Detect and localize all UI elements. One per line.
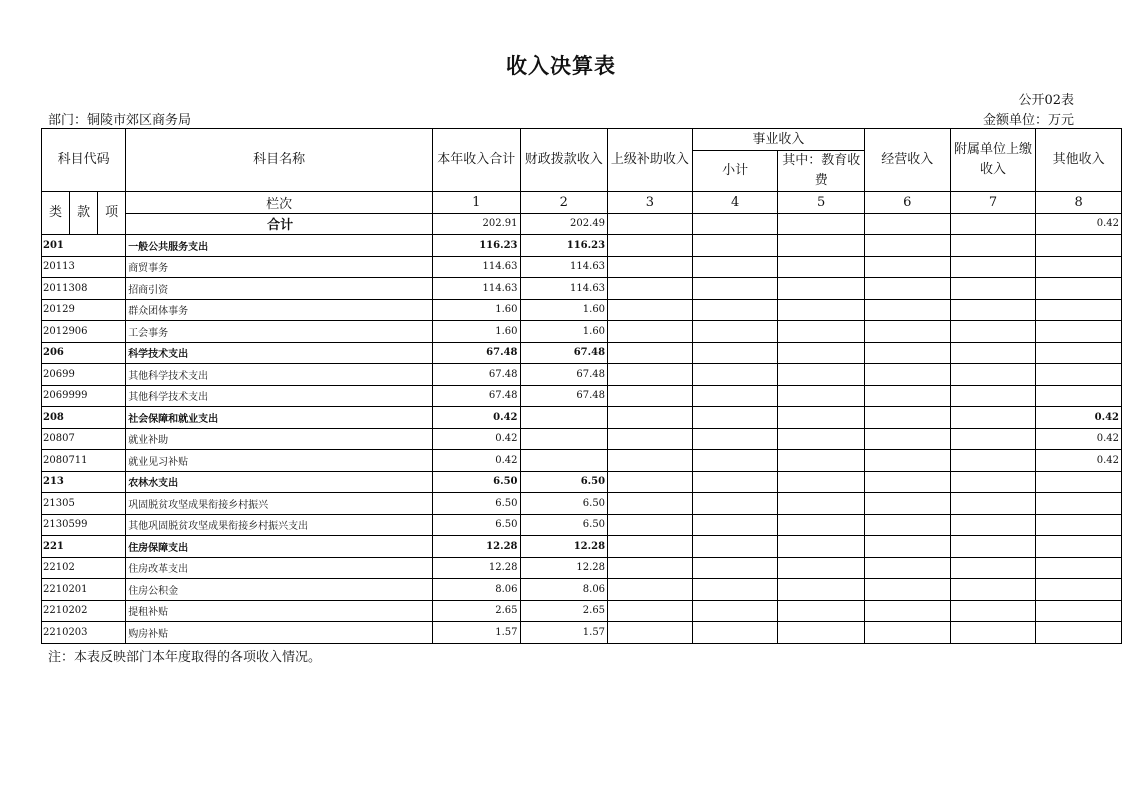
- operating-income-cell: [864, 493, 950, 515]
- subject-name-cell: 住房改革支出: [126, 557, 433, 579]
- affiliated-income-cell: [950, 600, 1036, 622]
- fiscal-appropriation-cell: 1.60: [520, 321, 608, 343]
- header-business-income: 事业收入: [692, 129, 864, 151]
- fiscal-appropriation-cell: 67.48: [520, 364, 608, 386]
- operating-income-cell: [864, 278, 950, 300]
- fiscal-appropriation-cell: 114.63: [520, 278, 608, 300]
- header-affiliated-income: 附属单位上缴收入: [950, 129, 1036, 192]
- table-row: [42, 557, 1122, 579]
- other-income-cell: [1036, 514, 1122, 536]
- education-fees-cell: [778, 471, 865, 493]
- other-income-cell: [1036, 385, 1122, 407]
- subject-code-cell: 201: [42, 235, 126, 257]
- superior-subsidy-cell: [608, 299, 693, 321]
- superior-subsidy-cell: [608, 493, 693, 515]
- other-income-cell: 0.42: [1036, 428, 1122, 450]
- table-row: [42, 321, 1122, 343]
- table-row: [42, 600, 1122, 622]
- header-xiang: 项: [98, 192, 126, 235]
- superior-subsidy-cell: [608, 407, 693, 429]
- other-income-cell: [1036, 235, 1122, 257]
- education-fees-cell: [778, 493, 865, 515]
- total-income-cell: 8.06: [432, 579, 520, 601]
- table-row: [42, 364, 1122, 386]
- subject-code-cell: 20699: [42, 364, 126, 386]
- column-index-4: 4: [692, 192, 778, 214]
- income-table: [41, 128, 1122, 644]
- education-fees-cell: [778, 600, 865, 622]
- operating-income-cell: [864, 428, 950, 450]
- total-income-cell: 6.50: [432, 471, 520, 493]
- table-row: [42, 471, 1122, 493]
- subject-name-cell: 其他巩固脱贫攻坚成果衔接乡村振兴支出: [126, 514, 433, 536]
- form-number: 公开02表: [1018, 93, 1074, 108]
- table-row: [42, 622, 1122, 644]
- table-row: [42, 579, 1122, 601]
- operating-income-cell: [864, 471, 950, 493]
- subtotal-cell: [692, 579, 778, 601]
- superior-subsidy-cell: [608, 385, 693, 407]
- total-income-cell: 6.50: [432, 514, 520, 536]
- subtotal-cell: [692, 622, 778, 644]
- total-income-cell: 0.42: [432, 428, 520, 450]
- subject-code-cell: 20113: [42, 256, 126, 278]
- operating-income-cell: [864, 622, 950, 644]
- education-fees-cell: [778, 385, 865, 407]
- affiliated-income-cell: [950, 385, 1036, 407]
- superior-subsidy-cell: [608, 557, 693, 579]
- total-education-cell: [778, 213, 865, 235]
- fiscal-appropriation-cell: 114.63: [520, 256, 608, 278]
- education-fees-cell: [778, 342, 865, 364]
- table-row: [42, 493, 1122, 515]
- affiliated-income-cell: [950, 471, 1036, 493]
- header-education-fees: 其中：教育收费: [778, 151, 865, 192]
- subject-code-cell: 2130599: [42, 514, 126, 536]
- column-index-2: 2: [520, 192, 608, 214]
- subject-name-cell: 住房保障支出: [126, 536, 433, 558]
- total-fiscal-cell: 202.49: [520, 213, 608, 235]
- fiscal-appropriation-cell: 67.48: [520, 385, 608, 407]
- fiscal-appropriation-cell: 12.28: [520, 557, 608, 579]
- other-income-cell: [1036, 321, 1122, 343]
- subject-code-cell: 2210202: [42, 600, 126, 622]
- education-fees-cell: [778, 278, 865, 300]
- subject-code-cell: 2210203: [42, 622, 126, 644]
- total-superior-cell: [608, 213, 693, 235]
- subtotal-cell: [692, 450, 778, 472]
- superior-subsidy-cell: [608, 321, 693, 343]
- operating-income-cell: [864, 385, 950, 407]
- subtotal-cell: [692, 514, 778, 536]
- other-income-cell: [1036, 364, 1122, 386]
- fiscal-appropriation-cell: [520, 450, 608, 472]
- subject-name-cell: 社会保障和就业支出: [126, 407, 433, 429]
- column-index-1: 1: [432, 192, 520, 214]
- subject-name-cell: 住房公积金: [126, 579, 433, 601]
- other-income-cell: [1036, 256, 1122, 278]
- other-income-cell: [1036, 536, 1122, 558]
- subject-name-cell: 工会事务: [126, 321, 433, 343]
- subject-name-cell: 巩固脱贫攻坚成果衔接乡村振兴: [126, 493, 433, 515]
- operating-income-cell: [864, 321, 950, 343]
- total-row: [42, 213, 1122, 235]
- total-income-cell: 6.50: [432, 493, 520, 515]
- table-row: [42, 342, 1122, 364]
- header-subject-code: 科目代码: [42, 129, 126, 192]
- column-index-8: 8: [1036, 192, 1122, 214]
- page-title: 收入决算表: [506, 54, 616, 78]
- subtotal-cell: [692, 600, 778, 622]
- superior-subsidy-cell: [608, 428, 693, 450]
- affiliated-income-cell: [950, 514, 1036, 536]
- subject-name-cell: 科学技术支出: [126, 342, 433, 364]
- subject-name-cell: 其他科学技术支出: [126, 364, 433, 386]
- subject-name-cell: 提租补贴: [126, 600, 433, 622]
- affiliated-income-cell: [950, 342, 1036, 364]
- column-index-6: 6: [864, 192, 950, 214]
- subtotal-cell: [692, 471, 778, 493]
- affiliated-income-cell: [950, 450, 1036, 472]
- subtotal-cell: [692, 493, 778, 515]
- total-income-cell: 67.48: [432, 364, 520, 386]
- subject-code-cell: 2012906: [42, 321, 126, 343]
- other-income-cell: [1036, 557, 1122, 579]
- subject-code-cell: 22102: [42, 557, 126, 579]
- fiscal-appropriation-cell: 6.50: [520, 493, 608, 515]
- subject-name-cell: 群众团体事务: [126, 299, 433, 321]
- fiscal-appropriation-cell: 6.50: [520, 471, 608, 493]
- total-income-cell: 1.60: [432, 299, 520, 321]
- table-row: [42, 450, 1122, 472]
- total-other-cell: 0.42: [1036, 213, 1122, 235]
- total-income-cell: 1.57: [432, 622, 520, 644]
- subject-name-cell: 就业补助: [126, 428, 433, 450]
- education-fees-cell: [778, 321, 865, 343]
- superior-subsidy-cell: [608, 579, 693, 601]
- other-income-cell: [1036, 579, 1122, 601]
- total-income-cell: 2.65: [432, 600, 520, 622]
- fiscal-appropriation-cell: 116.23: [520, 235, 608, 257]
- column-index-5: 5: [778, 192, 865, 214]
- other-income-cell: [1036, 622, 1122, 644]
- subtotal-cell: [692, 536, 778, 558]
- total-income-cell: 116.23: [432, 235, 520, 257]
- amount-unit-label: 金额单位：万元: [982, 113, 1074, 128]
- operating-income-cell: [864, 579, 950, 601]
- education-fees-cell: [778, 579, 865, 601]
- operating-income-cell: [864, 600, 950, 622]
- education-fees-cell: [778, 428, 865, 450]
- header-subject-name: 科目名称: [126, 129, 433, 192]
- other-income-cell: [1036, 600, 1122, 622]
- fiscal-appropriation-cell: 12.28: [520, 536, 608, 558]
- operating-income-cell: [864, 256, 950, 278]
- other-income-cell: 0.42: [1036, 450, 1122, 472]
- other-income-cell: 0.42: [1036, 407, 1122, 429]
- header-subtotal: 小计: [692, 151, 778, 192]
- table-row: [42, 299, 1122, 321]
- fiscal-appropriation-cell: [520, 428, 608, 450]
- education-fees-cell: [778, 450, 865, 472]
- total-income-cell: 1.60: [432, 321, 520, 343]
- header-superior-subsidy: 上级补助收入: [608, 129, 693, 192]
- operating-income-cell: [864, 407, 950, 429]
- subtotal-cell: [692, 235, 778, 257]
- superior-subsidy-cell: [608, 600, 693, 622]
- other-income-cell: [1036, 471, 1122, 493]
- header-fiscal-appropriation: 财政拨款收入: [520, 129, 608, 192]
- other-income-cell: [1036, 278, 1122, 300]
- subtotal-cell: [692, 278, 778, 300]
- education-fees-cell: [778, 299, 865, 321]
- total-income-cell: 0.42: [432, 450, 520, 472]
- column-index-7: 7: [950, 192, 1036, 214]
- total-income-cell: 114.63: [432, 256, 520, 278]
- fiscal-appropriation-cell: 1.60: [520, 299, 608, 321]
- total-income-cell: 12.28: [432, 557, 520, 579]
- total-label: 合计: [126, 213, 433, 235]
- superior-subsidy-cell: [608, 256, 693, 278]
- header-kuan: 款: [70, 192, 98, 235]
- superior-subsidy-cell: [608, 364, 693, 386]
- total-income-cell: 0.42: [432, 407, 520, 429]
- subject-name-cell: 购房补贴: [126, 622, 433, 644]
- affiliated-income-cell: [950, 299, 1036, 321]
- total-income-cell: 67.48: [432, 342, 520, 364]
- table-row: [42, 235, 1122, 257]
- subject-code-cell: 208: [42, 407, 126, 429]
- subject-code-cell: 206: [42, 342, 126, 364]
- operating-income-cell: [864, 342, 950, 364]
- affiliated-income-cell: [950, 256, 1036, 278]
- subject-code-cell: 21305: [42, 493, 126, 515]
- total-affiliated-cell: [950, 213, 1036, 235]
- table-row: [42, 428, 1122, 450]
- total-income-cell: 12.28: [432, 536, 520, 558]
- table-row: [42, 385, 1122, 407]
- affiliated-income-cell: [950, 579, 1036, 601]
- superior-subsidy-cell: [608, 622, 693, 644]
- subtotal-cell: [692, 342, 778, 364]
- operating-income-cell: [864, 536, 950, 558]
- subtotal-cell: [692, 299, 778, 321]
- subject-name-cell: 一般公共服务支出: [126, 235, 433, 257]
- fiscal-appropriation-cell: 67.48: [520, 342, 608, 364]
- operating-income-cell: [864, 299, 950, 321]
- subject-code-cell: 213: [42, 471, 126, 493]
- header-total-income: 本年收入合计: [432, 129, 520, 192]
- affiliated-income-cell: [950, 235, 1036, 257]
- fiscal-appropriation-cell: 8.06: [520, 579, 608, 601]
- education-fees-cell: [778, 514, 865, 536]
- subtotal-cell: [692, 364, 778, 386]
- superior-subsidy-cell: [608, 471, 693, 493]
- table-row: [42, 536, 1122, 558]
- total-income-cell: 114.63: [432, 278, 520, 300]
- affiliated-income-cell: [950, 536, 1036, 558]
- subject-code-cell: 2080711: [42, 450, 126, 472]
- fiscal-appropriation-cell: 6.50: [520, 514, 608, 536]
- subtotal-cell: [692, 428, 778, 450]
- subtotal-cell: [692, 385, 778, 407]
- operating-income-cell: [864, 364, 950, 386]
- subtotal-cell: [692, 256, 778, 278]
- affiliated-income-cell: [950, 364, 1036, 386]
- table-row: [42, 278, 1122, 300]
- operating-income-cell: [864, 450, 950, 472]
- department-label: 部门：铜陵市郊区商务局: [48, 113, 192, 128]
- header-lei: 类: [42, 192, 70, 235]
- subtotal-cell: [692, 407, 778, 429]
- fiscal-appropriation-cell: [520, 407, 608, 429]
- total-income-cell: 202.91: [432, 213, 520, 235]
- superior-subsidy-cell: [608, 342, 693, 364]
- subtotal-cell: [692, 321, 778, 343]
- total-income-cell: 67.48: [432, 385, 520, 407]
- superior-subsidy-cell: [608, 536, 693, 558]
- superior-subsidy-cell: [608, 235, 693, 257]
- subject-code-cell: 221: [42, 536, 126, 558]
- other-income-cell: [1036, 299, 1122, 321]
- affiliated-income-cell: [950, 557, 1036, 579]
- education-fees-cell: [778, 235, 865, 257]
- subject-code-cell: 2210201: [42, 579, 126, 601]
- subject-code-cell: 2069999: [42, 385, 126, 407]
- subtotal-cell: [692, 557, 778, 579]
- table-row: [42, 256, 1122, 278]
- education-fees-cell: [778, 256, 865, 278]
- header-other-income: 其他收入: [1036, 129, 1122, 192]
- column-index-3: 3: [608, 192, 693, 214]
- superior-subsidy-cell: [608, 514, 693, 536]
- other-income-cell: [1036, 493, 1122, 515]
- total-operating-cell: [864, 213, 950, 235]
- subject-name-cell: 农林水支出: [126, 471, 433, 493]
- subject-name-cell: 商贸事务: [126, 256, 433, 278]
- column-index-label: 栏次: [126, 192, 433, 214]
- fiscal-appropriation-cell: 2.65: [520, 600, 608, 622]
- education-fees-cell: [778, 364, 865, 386]
- education-fees-cell: [778, 536, 865, 558]
- total-subtotal-cell: [692, 213, 778, 235]
- subject-name-cell: 招商引资: [126, 278, 433, 300]
- table-row: [42, 514, 1122, 536]
- affiliated-income-cell: [950, 278, 1036, 300]
- operating-income-cell: [864, 235, 950, 257]
- affiliated-income-cell: [950, 622, 1036, 644]
- subject-code-cell: 20807: [42, 428, 126, 450]
- subject-name-cell: 就业见习补贴: [126, 450, 433, 472]
- education-fees-cell: [778, 557, 865, 579]
- fiscal-appropriation-cell: 1.57: [520, 622, 608, 644]
- superior-subsidy-cell: [608, 450, 693, 472]
- superior-subsidy-cell: [608, 278, 693, 300]
- operating-income-cell: [864, 557, 950, 579]
- affiliated-income-cell: [950, 321, 1036, 343]
- other-income-cell: [1036, 342, 1122, 364]
- table-row: [42, 407, 1122, 429]
- subject-code-cell: 20129: [42, 299, 126, 321]
- affiliated-income-cell: [950, 493, 1036, 515]
- subject-code-cell: 2011308: [42, 278, 126, 300]
- affiliated-income-cell: [950, 407, 1036, 429]
- footnote: 注：本表反映部门本年度取得的各项收入情况。: [48, 650, 322, 665]
- header-operating-income: 经营收入: [864, 129, 950, 192]
- subject-name-cell: 其他科学技术支出: [126, 385, 433, 407]
- operating-income-cell: [864, 514, 950, 536]
- education-fees-cell: [778, 407, 865, 429]
- affiliated-income-cell: [950, 428, 1036, 450]
- education-fees-cell: [778, 622, 865, 644]
